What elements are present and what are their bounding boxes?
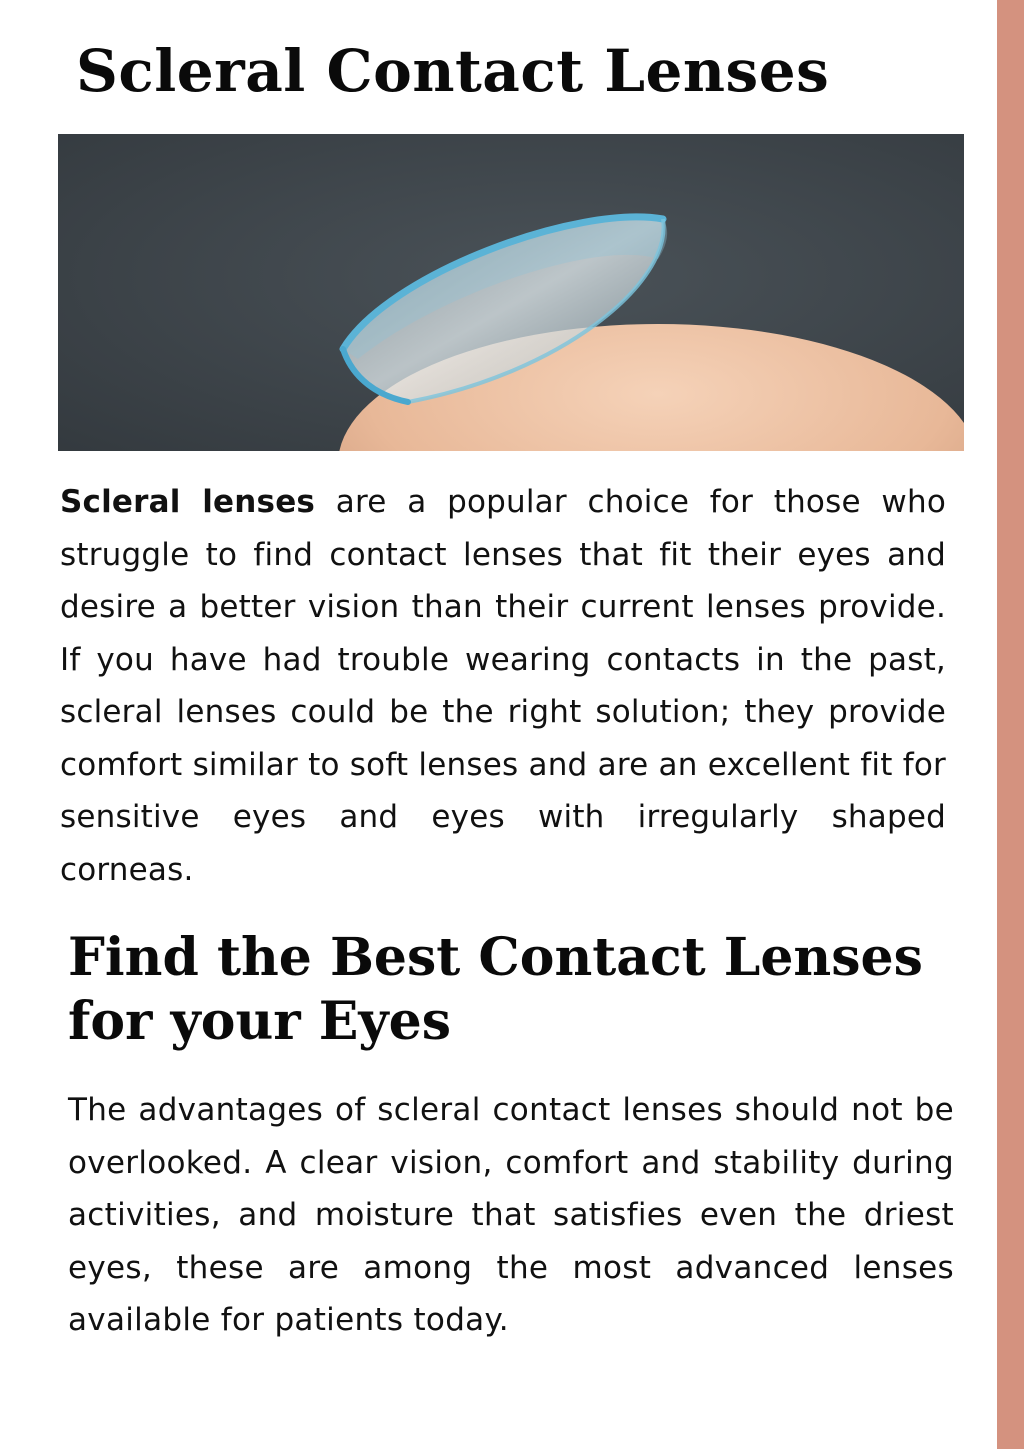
intro-body: are a popular choice for those who struggle to find contact lenses that fit their eyes and desire a better vision than their current lenses provide. If you have had trouble wearing contacts in the past, scleral lenses could be the right solution; they provide comfort similar to soft lenses and are an excellent fit for sensitive eyes and eyes with irregularly shaped corneas. bbox=[60, 484, 946, 888]
intro-lead-bold: Scleral lenses bbox=[60, 484, 316, 520]
page-title: Scleral Contact Lenses bbox=[76, 37, 830, 105]
hero-image bbox=[58, 134, 964, 451]
section-heading: Find the Best Contact Lenses for your Eyes bbox=[68, 927, 923, 1052]
section-paragraph: The advantages of scleral contact lenses should not be overlooked. A clear vision, comfort and stability during activities, and moisture that satisfies even the driest eyes, these are among the most advanced lenses available for patients today. bbox=[68, 1092, 954, 1338]
accent-side-bar bbox=[997, 0, 1024, 1449]
intro-paragraph bbox=[60, 476, 946, 896]
